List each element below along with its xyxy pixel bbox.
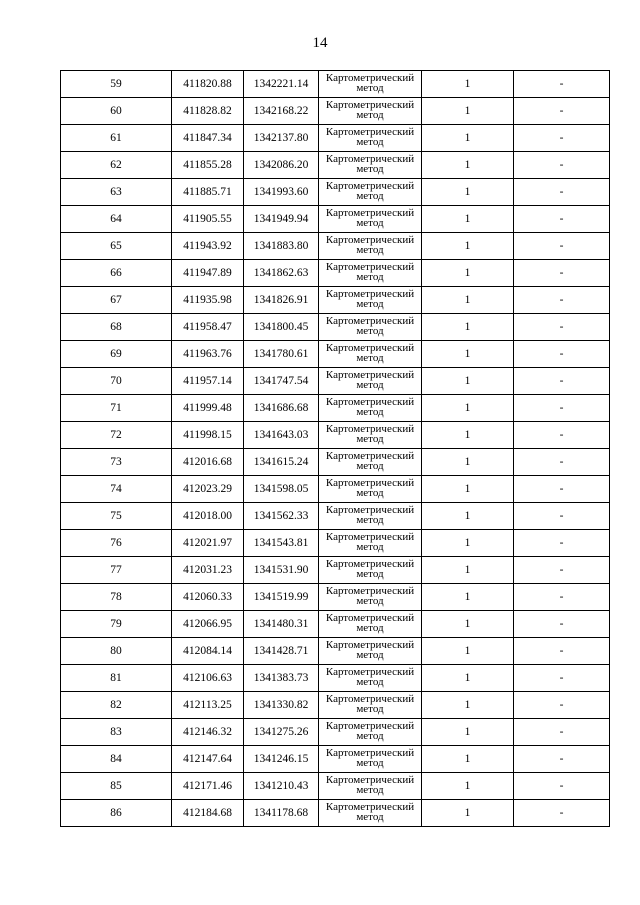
method-line-1: Картометрический (325, 395, 415, 408)
table-row (61, 233, 610, 260)
accuracy-cell: 1 (422, 314, 514, 341)
method-line-2: метод (356, 162, 384, 175)
method-cell (319, 557, 422, 584)
point-number-cell: 73 (61, 449, 172, 476)
accuracy-cell: 1 (422, 71, 514, 98)
method-line-2: метод (356, 756, 384, 769)
accuracy-cell: 1 (422, 719, 514, 746)
y-coordinate-cell: 1341643.03 (244, 422, 319, 449)
method-line-2: метод (356, 459, 384, 472)
x-coordinate-cell: 411885.71 (172, 179, 244, 206)
method-line-1: Картометрический (325, 530, 415, 543)
point-number-cell: 67 (61, 287, 172, 314)
point-number-cell: 75 (61, 503, 172, 530)
table-row (61, 692, 610, 719)
point-number-cell: 82 (61, 692, 172, 719)
note-cell: - (514, 98, 610, 125)
accuracy-cell: 1 (422, 233, 514, 260)
method-line-1: Картометрический (325, 557, 415, 570)
method-line-2: метод (356, 108, 384, 121)
point-number-cell: 83 (61, 719, 172, 746)
x-coordinate-cell: 411847.34 (172, 125, 244, 152)
method-line-2: метод (356, 378, 384, 391)
y-coordinate-cell: 1341883.80 (244, 233, 319, 260)
accuracy-cell: 1 (422, 476, 514, 503)
method-cell (319, 692, 422, 719)
method-line-1: Картометрический (325, 206, 415, 219)
table-row (61, 125, 610, 152)
table-row (61, 395, 610, 422)
y-coordinate-cell: 1341800.45 (244, 314, 319, 341)
method-line-1: Картометрический (325, 98, 415, 111)
x-coordinate-cell: 411958.47 (172, 314, 244, 341)
x-coordinate-cell: 411820.88 (172, 71, 244, 98)
method-line-1: Картометрический (325, 449, 415, 462)
table-row (61, 449, 610, 476)
method-line-2: метод (356, 675, 384, 688)
point-number-cell: 74 (61, 476, 172, 503)
point-number-cell: 59 (61, 71, 172, 98)
method-cell (319, 638, 422, 665)
x-coordinate-cell: 412016.68 (172, 449, 244, 476)
method-cell (319, 422, 422, 449)
method-line-1: Картометрический (325, 368, 415, 381)
point-number-cell: 63 (61, 179, 172, 206)
method-cell (319, 611, 422, 638)
method-line-1: Картометрический (325, 503, 415, 516)
method-line-1: Картометрический (325, 260, 415, 273)
accuracy-cell: 1 (422, 260, 514, 287)
point-number-cell: 65 (61, 233, 172, 260)
table-row (61, 98, 610, 125)
note-cell: - (514, 746, 610, 773)
y-coordinate-cell: 1341178.68 (244, 800, 319, 827)
x-coordinate-cell: 411957.14 (172, 368, 244, 395)
method-cell (319, 584, 422, 611)
x-coordinate-cell: 412031.23 (172, 557, 244, 584)
page-number: 14 (312, 35, 328, 51)
method-cell (319, 800, 422, 827)
method-line-2: метод (356, 486, 384, 499)
method-line-2: метод (356, 324, 384, 337)
method-line-1: Картометрический (325, 125, 415, 138)
point-number-cell: 86 (61, 800, 172, 827)
method-cell (319, 530, 422, 557)
y-coordinate-cell: 1341480.31 (244, 611, 319, 638)
point-number-cell: 77 (61, 557, 172, 584)
point-number-cell: 84 (61, 746, 172, 773)
table-row (61, 206, 610, 233)
point-number-cell: 72 (61, 422, 172, 449)
point-number-cell: 61 (61, 125, 172, 152)
method-cell (319, 206, 422, 233)
method-line-2: метод (356, 594, 384, 607)
note-cell: - (514, 314, 610, 341)
note-cell: - (514, 260, 610, 287)
table-row (61, 557, 610, 584)
y-coordinate-cell: 1341993.60 (244, 179, 319, 206)
y-coordinate-cell: 1341747.54 (244, 368, 319, 395)
table-row (61, 422, 610, 449)
table-row (61, 476, 610, 503)
point-number-cell: 85 (61, 773, 172, 800)
y-coordinate-cell: 1341598.05 (244, 476, 319, 503)
y-coordinate-cell: 1341383.73 (244, 665, 319, 692)
y-coordinate-cell: 1341562.33 (244, 503, 319, 530)
x-coordinate-cell: 411998.15 (172, 422, 244, 449)
method-line-1: Картометрический (325, 476, 415, 489)
table-body (61, 71, 610, 827)
table-row (61, 773, 610, 800)
table-row (61, 665, 610, 692)
method-line-1: Картометрический (325, 287, 415, 300)
method-line-1: Картометрический (325, 638, 415, 651)
x-coordinate-cell: 412147.64 (172, 746, 244, 773)
method-line-2: метод (356, 216, 384, 229)
method-line-1: Картометрический (325, 611, 415, 624)
method-cell (319, 746, 422, 773)
y-coordinate-cell: 1342168.22 (244, 98, 319, 125)
method-line-2: метод (356, 621, 384, 634)
accuracy-cell: 1 (422, 557, 514, 584)
method-line-2: метод (356, 567, 384, 580)
method-cell (319, 314, 422, 341)
x-coordinate-cell: 412184.68 (172, 800, 244, 827)
x-coordinate-cell: 412084.14 (172, 638, 244, 665)
x-coordinate-cell: 412066.95 (172, 611, 244, 638)
method-line-1: Картометрический (325, 152, 415, 165)
x-coordinate-cell: 411943.92 (172, 233, 244, 260)
x-coordinate-cell: 411828.82 (172, 98, 244, 125)
note-cell: - (514, 233, 610, 260)
point-number-cell: 80 (61, 638, 172, 665)
method-cell (319, 449, 422, 476)
point-number-cell: 60 (61, 98, 172, 125)
x-coordinate-cell: 412023.29 (172, 476, 244, 503)
method-line-1: Картометрический (325, 800, 415, 813)
method-cell (319, 233, 422, 260)
method-cell (319, 152, 422, 179)
y-coordinate-cell: 1341519.99 (244, 584, 319, 611)
method-line-2: метод (356, 648, 384, 661)
method-cell (319, 125, 422, 152)
x-coordinate-cell: 412171.46 (172, 773, 244, 800)
note-cell: - (514, 611, 610, 638)
y-coordinate-cell: 1341615.24 (244, 449, 319, 476)
point-number-cell: 66 (61, 260, 172, 287)
method-line-1: Картометрический (325, 179, 415, 192)
x-coordinate-cell: 412113.25 (172, 692, 244, 719)
accuracy-cell: 1 (422, 746, 514, 773)
method-line-2: метод (356, 702, 384, 715)
point-number-cell: 71 (61, 395, 172, 422)
method-line-1: Картометрический (325, 584, 415, 597)
accuracy-cell: 1 (422, 341, 514, 368)
method-line-1: Картометрический (325, 746, 415, 759)
accuracy-cell: 1 (422, 125, 514, 152)
method-line-2: метод (356, 81, 384, 94)
method-line-2: метод (356, 783, 384, 796)
point-number-cell: 68 (61, 314, 172, 341)
note-cell: - (514, 179, 610, 206)
method-cell (319, 665, 422, 692)
note-cell: - (514, 530, 610, 557)
note-cell: - (514, 341, 610, 368)
table-row (61, 584, 610, 611)
y-coordinate-cell: 1341826.91 (244, 287, 319, 314)
accuracy-cell: 1 (422, 449, 514, 476)
y-coordinate-cell: 1341686.68 (244, 395, 319, 422)
table-row (61, 71, 610, 98)
accuracy-cell: 1 (422, 665, 514, 692)
note-cell: - (514, 557, 610, 584)
note-cell: - (514, 152, 610, 179)
x-coordinate-cell: 412106.63 (172, 665, 244, 692)
method-line-1: Картометрический (325, 233, 415, 246)
table-row (61, 287, 610, 314)
y-coordinate-cell: 1341428.71 (244, 638, 319, 665)
x-coordinate-cell: 412146.32 (172, 719, 244, 746)
point-number-cell: 70 (61, 368, 172, 395)
method-line-2: метод (356, 270, 384, 283)
table-row (61, 368, 610, 395)
table-row (61, 179, 610, 206)
accuracy-cell: 1 (422, 530, 514, 557)
table-row (61, 341, 610, 368)
method-line-1: Картометрический (325, 314, 415, 327)
table-row (61, 260, 610, 287)
method-line-2: метод (356, 513, 384, 526)
y-coordinate-cell: 1342221.14 (244, 71, 319, 98)
table-row (61, 530, 610, 557)
method-line-2: метод (356, 189, 384, 202)
y-coordinate-cell: 1341275.26 (244, 719, 319, 746)
method-line-2: метод (356, 135, 384, 148)
note-cell: - (514, 125, 610, 152)
y-coordinate-cell: 1341531.90 (244, 557, 319, 584)
x-coordinate-cell: 411999.48 (172, 395, 244, 422)
y-coordinate-cell: 1341543.81 (244, 530, 319, 557)
method-line-1: Картометрический (325, 422, 415, 435)
table-row (61, 719, 610, 746)
accuracy-cell: 1 (422, 395, 514, 422)
table-row (61, 314, 610, 341)
note-cell: - (514, 719, 610, 746)
method-line-1: Картометрический (325, 773, 415, 786)
note-cell: - (514, 368, 610, 395)
accuracy-cell: 1 (422, 206, 514, 233)
y-coordinate-cell: 1341210.43 (244, 773, 319, 800)
method-cell (319, 773, 422, 800)
method-cell (319, 395, 422, 422)
accuracy-cell: 1 (422, 368, 514, 395)
y-coordinate-cell: 1341330.82 (244, 692, 319, 719)
accuracy-cell: 1 (422, 152, 514, 179)
table-row (61, 746, 610, 773)
y-coordinate-cell: 1341780.61 (244, 341, 319, 368)
method-cell (319, 719, 422, 746)
x-coordinate-cell: 411947.89 (172, 260, 244, 287)
note-cell: - (514, 449, 610, 476)
accuracy-cell: 1 (422, 98, 514, 125)
method-cell (319, 71, 422, 98)
note-cell: - (514, 287, 610, 314)
y-coordinate-cell: 1342086.20 (244, 152, 319, 179)
x-coordinate-cell: 411855.28 (172, 152, 244, 179)
y-coordinate-cell: 1341949.94 (244, 206, 319, 233)
accuracy-cell: 1 (422, 611, 514, 638)
accuracy-cell: 1 (422, 692, 514, 719)
accuracy-cell: 1 (422, 584, 514, 611)
method-line-1: Картометрический (325, 692, 415, 705)
method-line-2: метод (356, 729, 384, 742)
x-coordinate-cell: 412060.33 (172, 584, 244, 611)
accuracy-cell: 1 (422, 773, 514, 800)
point-number-cell: 62 (61, 152, 172, 179)
method-cell (319, 98, 422, 125)
method-line-2: метод (356, 405, 384, 418)
point-number-cell: 64 (61, 206, 172, 233)
method-cell (319, 476, 422, 503)
note-cell: - (514, 584, 610, 611)
point-number-cell: 76 (61, 530, 172, 557)
point-number-cell: 81 (61, 665, 172, 692)
accuracy-cell: 1 (422, 503, 514, 530)
method-cell (319, 368, 422, 395)
accuracy-cell: 1 (422, 179, 514, 206)
x-coordinate-cell: 412021.97 (172, 530, 244, 557)
method-line-1: Картометрический (325, 71, 415, 84)
method-cell (319, 503, 422, 530)
table-row (61, 611, 610, 638)
x-coordinate-cell: 411905.55 (172, 206, 244, 233)
note-cell: - (514, 773, 610, 800)
x-coordinate-cell: 411935.98 (172, 287, 244, 314)
x-coordinate-cell: 412018.00 (172, 503, 244, 530)
method-line-2: метод (356, 351, 384, 364)
method-line-2: метод (356, 243, 384, 256)
coordinates-table (60, 70, 610, 827)
y-coordinate-cell: 1341246.15 (244, 746, 319, 773)
table-row (61, 152, 610, 179)
method-line-2: метод (356, 297, 384, 310)
method-cell (319, 179, 422, 206)
y-coordinate-cell: 1342137.80 (244, 125, 319, 152)
note-cell: - (514, 71, 610, 98)
y-coordinate-cell: 1341862.63 (244, 260, 319, 287)
accuracy-cell: 1 (422, 800, 514, 827)
note-cell: - (514, 476, 610, 503)
point-number-cell: 69 (61, 341, 172, 368)
note-cell: - (514, 206, 610, 233)
table-row (61, 638, 610, 665)
table-row (61, 800, 610, 827)
note-cell: - (514, 638, 610, 665)
note-cell: - (514, 395, 610, 422)
note-cell: - (514, 665, 610, 692)
method-line-1: Картометрический (325, 665, 415, 678)
note-cell: - (514, 692, 610, 719)
x-coordinate-cell: 411963.76 (172, 341, 244, 368)
method-line-1: Картометрический (325, 341, 415, 354)
method-cell (319, 287, 422, 314)
accuracy-cell: 1 (422, 422, 514, 449)
method-line-2: метод (356, 540, 384, 553)
accuracy-cell: 1 (422, 638, 514, 665)
method-line-2: метод (356, 810, 384, 823)
point-number-cell: 78 (61, 584, 172, 611)
note-cell: - (514, 800, 610, 827)
table-row (61, 503, 610, 530)
method-line-1: Картометрический (325, 719, 415, 732)
accuracy-cell: 1 (422, 287, 514, 314)
method-cell (319, 341, 422, 368)
method-line-2: метод (356, 432, 384, 445)
method-cell (319, 260, 422, 287)
note-cell: - (514, 503, 610, 530)
point-number-cell: 79 (61, 611, 172, 638)
note-cell: - (514, 422, 610, 449)
